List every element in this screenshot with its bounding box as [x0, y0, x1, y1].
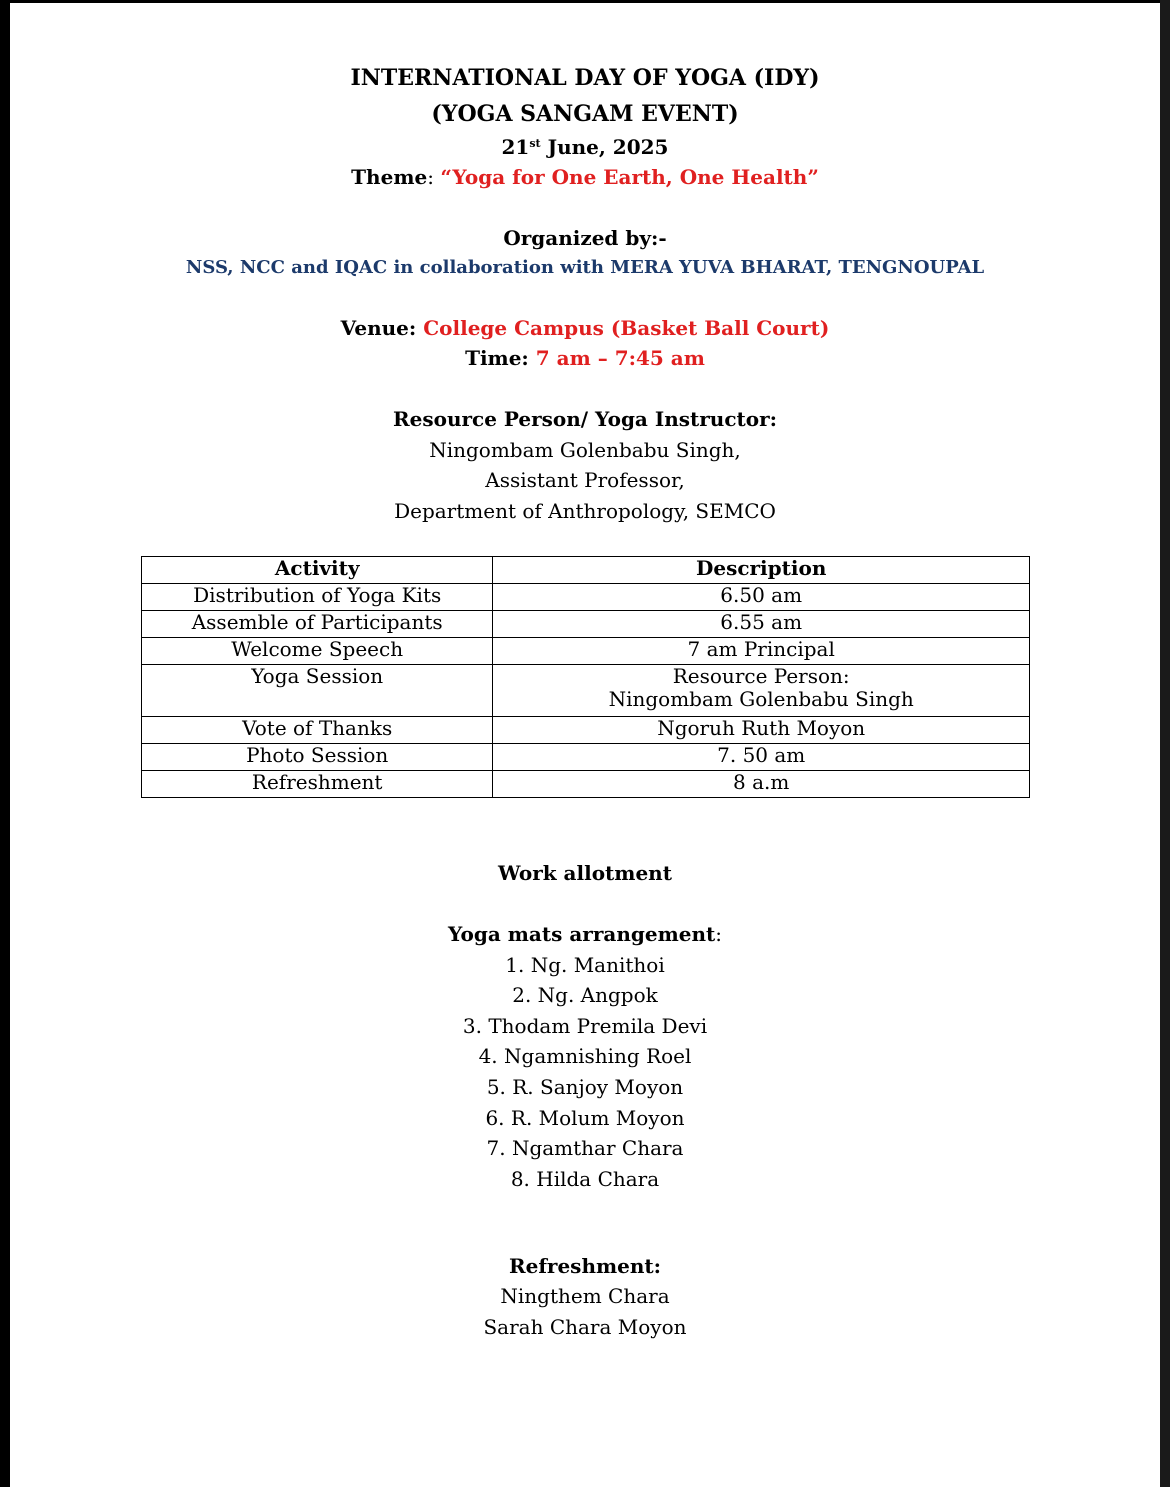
resource-person-heading: Resource Person/ Yoga Instructor:	[393, 407, 777, 431]
description-cell: 7 am Principal	[493, 638, 1030, 665]
table-row	[142, 665, 1030, 717]
activity-cell: Welcome Speech	[142, 638, 493, 665]
schedule-table	[141, 556, 1030, 798]
theme-line	[10, 165, 1160, 189]
yoga-mats-label: Yoga mats arrangement	[447, 922, 716, 946]
yoga-mats-heading	[10, 922, 1160, 946]
header-description: Description	[493, 557, 1030, 584]
table-row	[142, 584, 1030, 611]
resource-person-department: Department of Anthropology, SEMCO	[394, 499, 776, 523]
list-item: 3. Thodam Premila Devi	[462, 1014, 708, 1038]
refreshment-person: Sarah Chara Moyon	[483, 1315, 687, 1339]
table-header-row	[142, 557, 1030, 584]
description-line: Ningombam Golenbabu Singh	[608, 687, 914, 711]
table-row	[142, 638, 1030, 665]
resource-person-name: Ningombam Golenbabu Singh,	[429, 438, 741, 462]
description-cell: 7. 50 am	[493, 744, 1030, 771]
date-rest: June, 2025	[540, 135, 669, 159]
venue-label: Venue:	[340, 316, 424, 340]
time-value: 7 am – 7:45 am	[535, 346, 705, 370]
time-label: Time:	[465, 346, 536, 370]
header-activity: Activity	[142, 557, 493, 584]
description-cell: 6.55 am	[493, 611, 1030, 638]
list-item: 7. Ngamthar Chara	[486, 1136, 684, 1160]
description-cell: 8 a.m	[493, 771, 1030, 798]
activity-cell: Assemble of Participants	[142, 611, 493, 638]
refreshment-heading: Refreshment:	[508, 1254, 662, 1278]
organizer-value: NSS, NCC and IQAC in collaboration with MERA YUVA BHARAT, TENGNOUPAL	[185, 257, 985, 278]
document-page	[10, 3, 1160, 1487]
table-row	[142, 771, 1030, 798]
theme-colon: :	[427, 165, 441, 189]
description-cell: Ngoruh Ruth Moyon	[493, 717, 1030, 744]
list-item: 6. R. Molum Moyon	[485, 1106, 685, 1130]
yoga-mats-colon: :	[715, 922, 723, 946]
description-line: Resource Person:	[672, 664, 850, 688]
time-line	[10, 346, 1160, 370]
page-edge-shadow	[1160, 0, 1170, 1487]
date-suffix: st	[529, 137, 541, 150]
description-cell: 6.50 am	[493, 584, 1030, 611]
activity-cell: Photo Session	[142, 744, 493, 771]
table-row	[142, 611, 1030, 638]
title-line-1: INTERNATIONAL DAY OF YOGA (IDY)	[350, 65, 820, 91]
theme-label: Theme	[351, 165, 428, 189]
list-item: 4. Ngamnishing Roel	[478, 1044, 692, 1068]
activity-cell: Refreshment	[142, 771, 493, 798]
venue-line	[10, 316, 1160, 340]
list-item: 1. Ng. Manithoi	[505, 953, 665, 977]
activity-cell: Vote of Thanks	[142, 717, 493, 744]
list-item: 8. Hilda Chara	[510, 1167, 660, 1191]
resource-person-designation: Assistant Professor,	[485, 468, 685, 492]
organizer-label: Organized by:-	[503, 226, 667, 250]
work-allotment-heading: Work allotment	[498, 861, 672, 885]
list-item: 2. Ng. Angpok	[512, 983, 658, 1007]
title-line-2: (YOGA SANGAM EVENT)	[431, 101, 739, 127]
activity-cell: Yoga Session	[142, 665, 493, 717]
refreshment-person: Ningthem Chara	[500, 1284, 670, 1308]
list-item: 5. R. Sanjoy Moyon	[486, 1075, 684, 1099]
activity-cell: Distribution of Yoga Kits	[142, 584, 493, 611]
table-row	[142, 717, 1030, 744]
date-day: 21	[501, 135, 530, 159]
table-row	[142, 744, 1030, 771]
theme-value: “Yoga for One Earth, One Health”	[440, 165, 819, 189]
description-cell	[493, 665, 1030, 717]
venue-value: College Campus (Basket Ball Court)	[423, 316, 830, 340]
event-date	[10, 135, 1160, 159]
